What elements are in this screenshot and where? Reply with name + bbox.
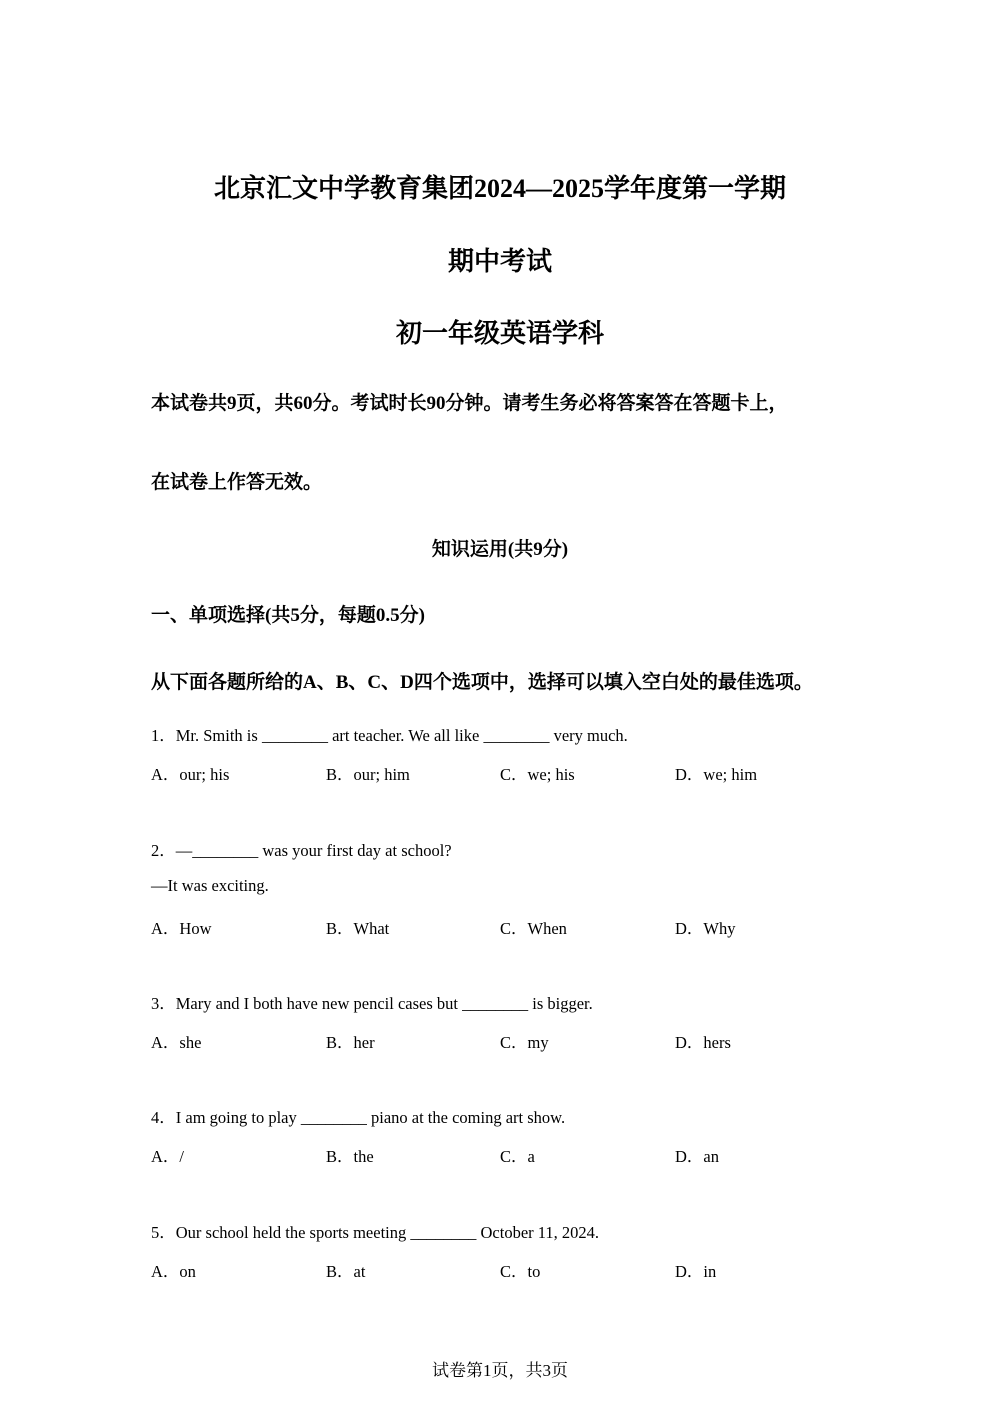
instructions-line2: 在试卷上作答无效。 [151, 472, 323, 493]
option-c: C．When [500, 919, 567, 938]
option-a: A．on [151, 1262, 196, 1281]
option-b: B．the [326, 1147, 374, 1166]
option-a: A．our; his [151, 765, 230, 784]
exam-title-line2: 期中考试 [447, 247, 552, 276]
option-d: D．Why [675, 919, 736, 938]
question-stem: 4．I am going to play ________ piano at the coming art show. [151, 1108, 566, 1127]
exam-title-line1: 北京汇文中学教育集团2024—2025学年度第一学期 [213, 174, 786, 203]
option-c: C．to [500, 1262, 541, 1281]
exam-title-line3: 初一年级英语学科 [395, 319, 604, 348]
option-d: D．hers [675, 1033, 731, 1052]
option-a: A．she [151, 1033, 202, 1052]
option-d: D．in [675, 1262, 717, 1281]
question-stem: 2．—________ was your first day at school? [151, 841, 452, 860]
option-d: D．an [675, 1147, 719, 1166]
option-c: C．my [500, 1033, 549, 1052]
option-c: C．we; his [500, 765, 575, 784]
option-a: A．How [151, 919, 212, 938]
question-stem: 1．Mr. Smith is ________ art teacher. We all like ________ very much. [151, 726, 628, 745]
section-heading: 知识运用(共9分) [431, 539, 569, 560]
option-a: A．/ [151, 1147, 184, 1166]
question-stem-reply: —It was exciting. [151, 876, 269, 895]
part-directions: 从下面各题所给的A、B、C、D四个选项中，选择可以填入空白处的最佳选项。 [151, 672, 813, 693]
option-b: B．her [326, 1033, 375, 1052]
option-d: D．we; him [675, 765, 758, 784]
option-b: B．at [326, 1262, 366, 1281]
page-footer: 试卷第1页，共3页 [432, 1361, 568, 1380]
option-b: B．our; him [326, 765, 410, 784]
option-b: B．What [326, 919, 390, 938]
part-title: 一、单项选择(共5分，每题0.5分) [151, 605, 425, 626]
question-stem: 3．Mary and I both have new pencil cases but ________ is bigger. [151, 994, 593, 1013]
question-stem: 5．Our school held the sports meeting ________ October 11, 2024. [151, 1223, 600, 1242]
option-c: C．a [500, 1147, 535, 1166]
instructions-line1: 本试卷共9页，共60分。考试时长90分钟。请考生务必将答案答在答题卡上， [151, 393, 788, 414]
